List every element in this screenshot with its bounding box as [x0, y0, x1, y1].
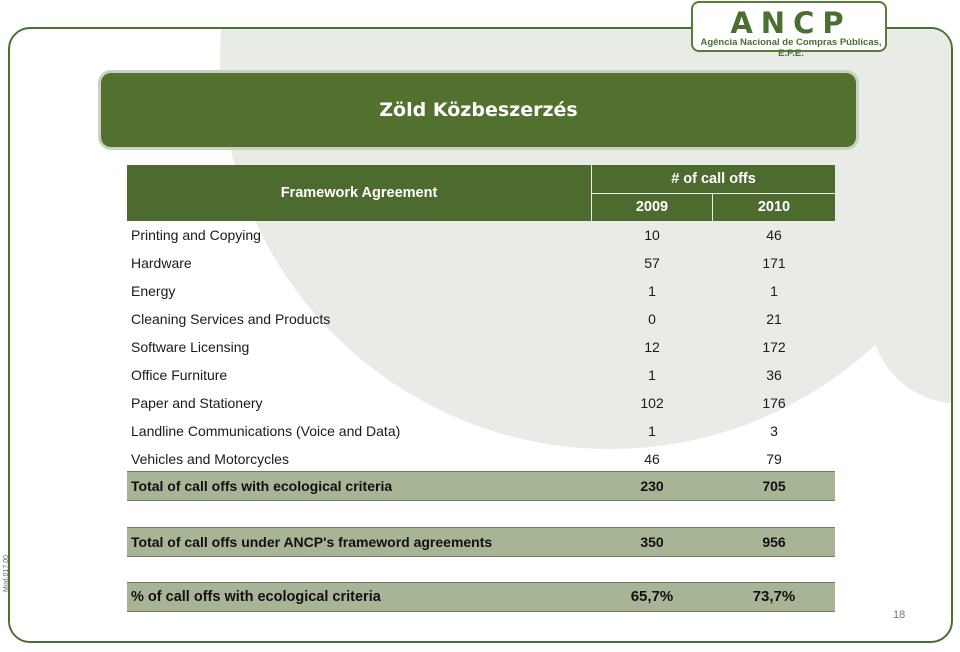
row-label: Printing and Copying	[131, 227, 261, 243]
row-value-2009: 57	[644, 255, 660, 271]
table-row	[127, 221, 835, 249]
row-value-2009: 1	[648, 423, 656, 439]
row-value-2010: 46	[766, 227, 782, 243]
total-ancp-2010: 956	[762, 534, 786, 550]
slide-title: Zöld Közbeszerzés	[379, 99, 578, 121]
row-value-2009: 12	[644, 339, 660, 355]
document-code: Mod.017.00	[2, 555, 10, 592]
table-row	[127, 389, 835, 417]
table-row	[127, 417, 835, 445]
row-value-2010: 176	[762, 395, 786, 411]
table-row	[127, 277, 835, 305]
percent-ecological-label: % of call offs with ecological criteria	[131, 589, 381, 605]
total-ecological-2009: 230	[640, 478, 664, 494]
row-label: Energy	[131, 283, 176, 299]
header-framework-agreement: Framework Agreement	[127, 165, 591, 221]
row-label: Software Licensing	[131, 339, 250, 355]
page-number: 18	[893, 609, 906, 621]
header-call-offs: # of call offs	[592, 165, 835, 193]
row-value-2010: 21	[766, 311, 782, 327]
percent-ecological-row	[127, 582, 835, 612]
total-ancp-label: Total of call offs under ANCP's frameword agreements	[131, 534, 493, 550]
table-row	[127, 361, 835, 389]
row-label: Paper and Stationery	[131, 395, 263, 411]
row-value-2009: 46	[644, 451, 660, 467]
row-value-2010: 3	[770, 423, 778, 439]
table-row	[127, 305, 835, 333]
row-value-2010: 79	[766, 451, 782, 467]
table-row	[127, 249, 835, 277]
percent-ecological-2009: 65,7%	[630, 588, 674, 605]
total-ancp-2009: 350	[640, 534, 664, 550]
total-ecological-label: Total of call offs with ecological criteria	[131, 478, 393, 494]
percent-ecological-2010: 73,7%	[752, 588, 796, 605]
ancp-logo	[691, 1, 887, 59]
total-ecological-row	[127, 471, 835, 501]
row-value-2009: 10	[644, 227, 660, 243]
row-value-2009: 102	[640, 395, 664, 411]
title-banner	[101, 73, 856, 147]
table-row	[127, 445, 835, 473]
row-label: Cleaning Services and Products	[131, 311, 331, 327]
row-value-2010: 1	[770, 283, 778, 299]
row-value-2010: 171	[762, 255, 786, 271]
total-ancp-row	[127, 527, 835, 557]
row-value-2009: 0	[648, 311, 656, 327]
total-ecological-2010: 705	[762, 478, 786, 494]
logo-subtitle: Agência Nacional de Compras Públicas, E.P.E.	[700, 37, 882, 59]
table-row	[127, 333, 835, 361]
row-value-2009: 1	[648, 367, 656, 383]
row-value-2009: 1	[648, 283, 656, 299]
row-label: Office Furniture	[131, 367, 228, 383]
header-year-2010: 2010	[713, 194, 835, 221]
row-label: Landline Communications (Voice and Data)	[131, 423, 401, 439]
row-value-2010: 36	[766, 367, 782, 383]
row-label: Hardware	[131, 255, 192, 271]
row-label: Vehicles and Motorcycles	[131, 451, 289, 467]
row-value-2010: 172	[762, 339, 786, 355]
logo-wordmark: ANCP	[730, 6, 852, 40]
header-year-2009: 2009	[592, 194, 712, 221]
table-header	[127, 165, 835, 221]
